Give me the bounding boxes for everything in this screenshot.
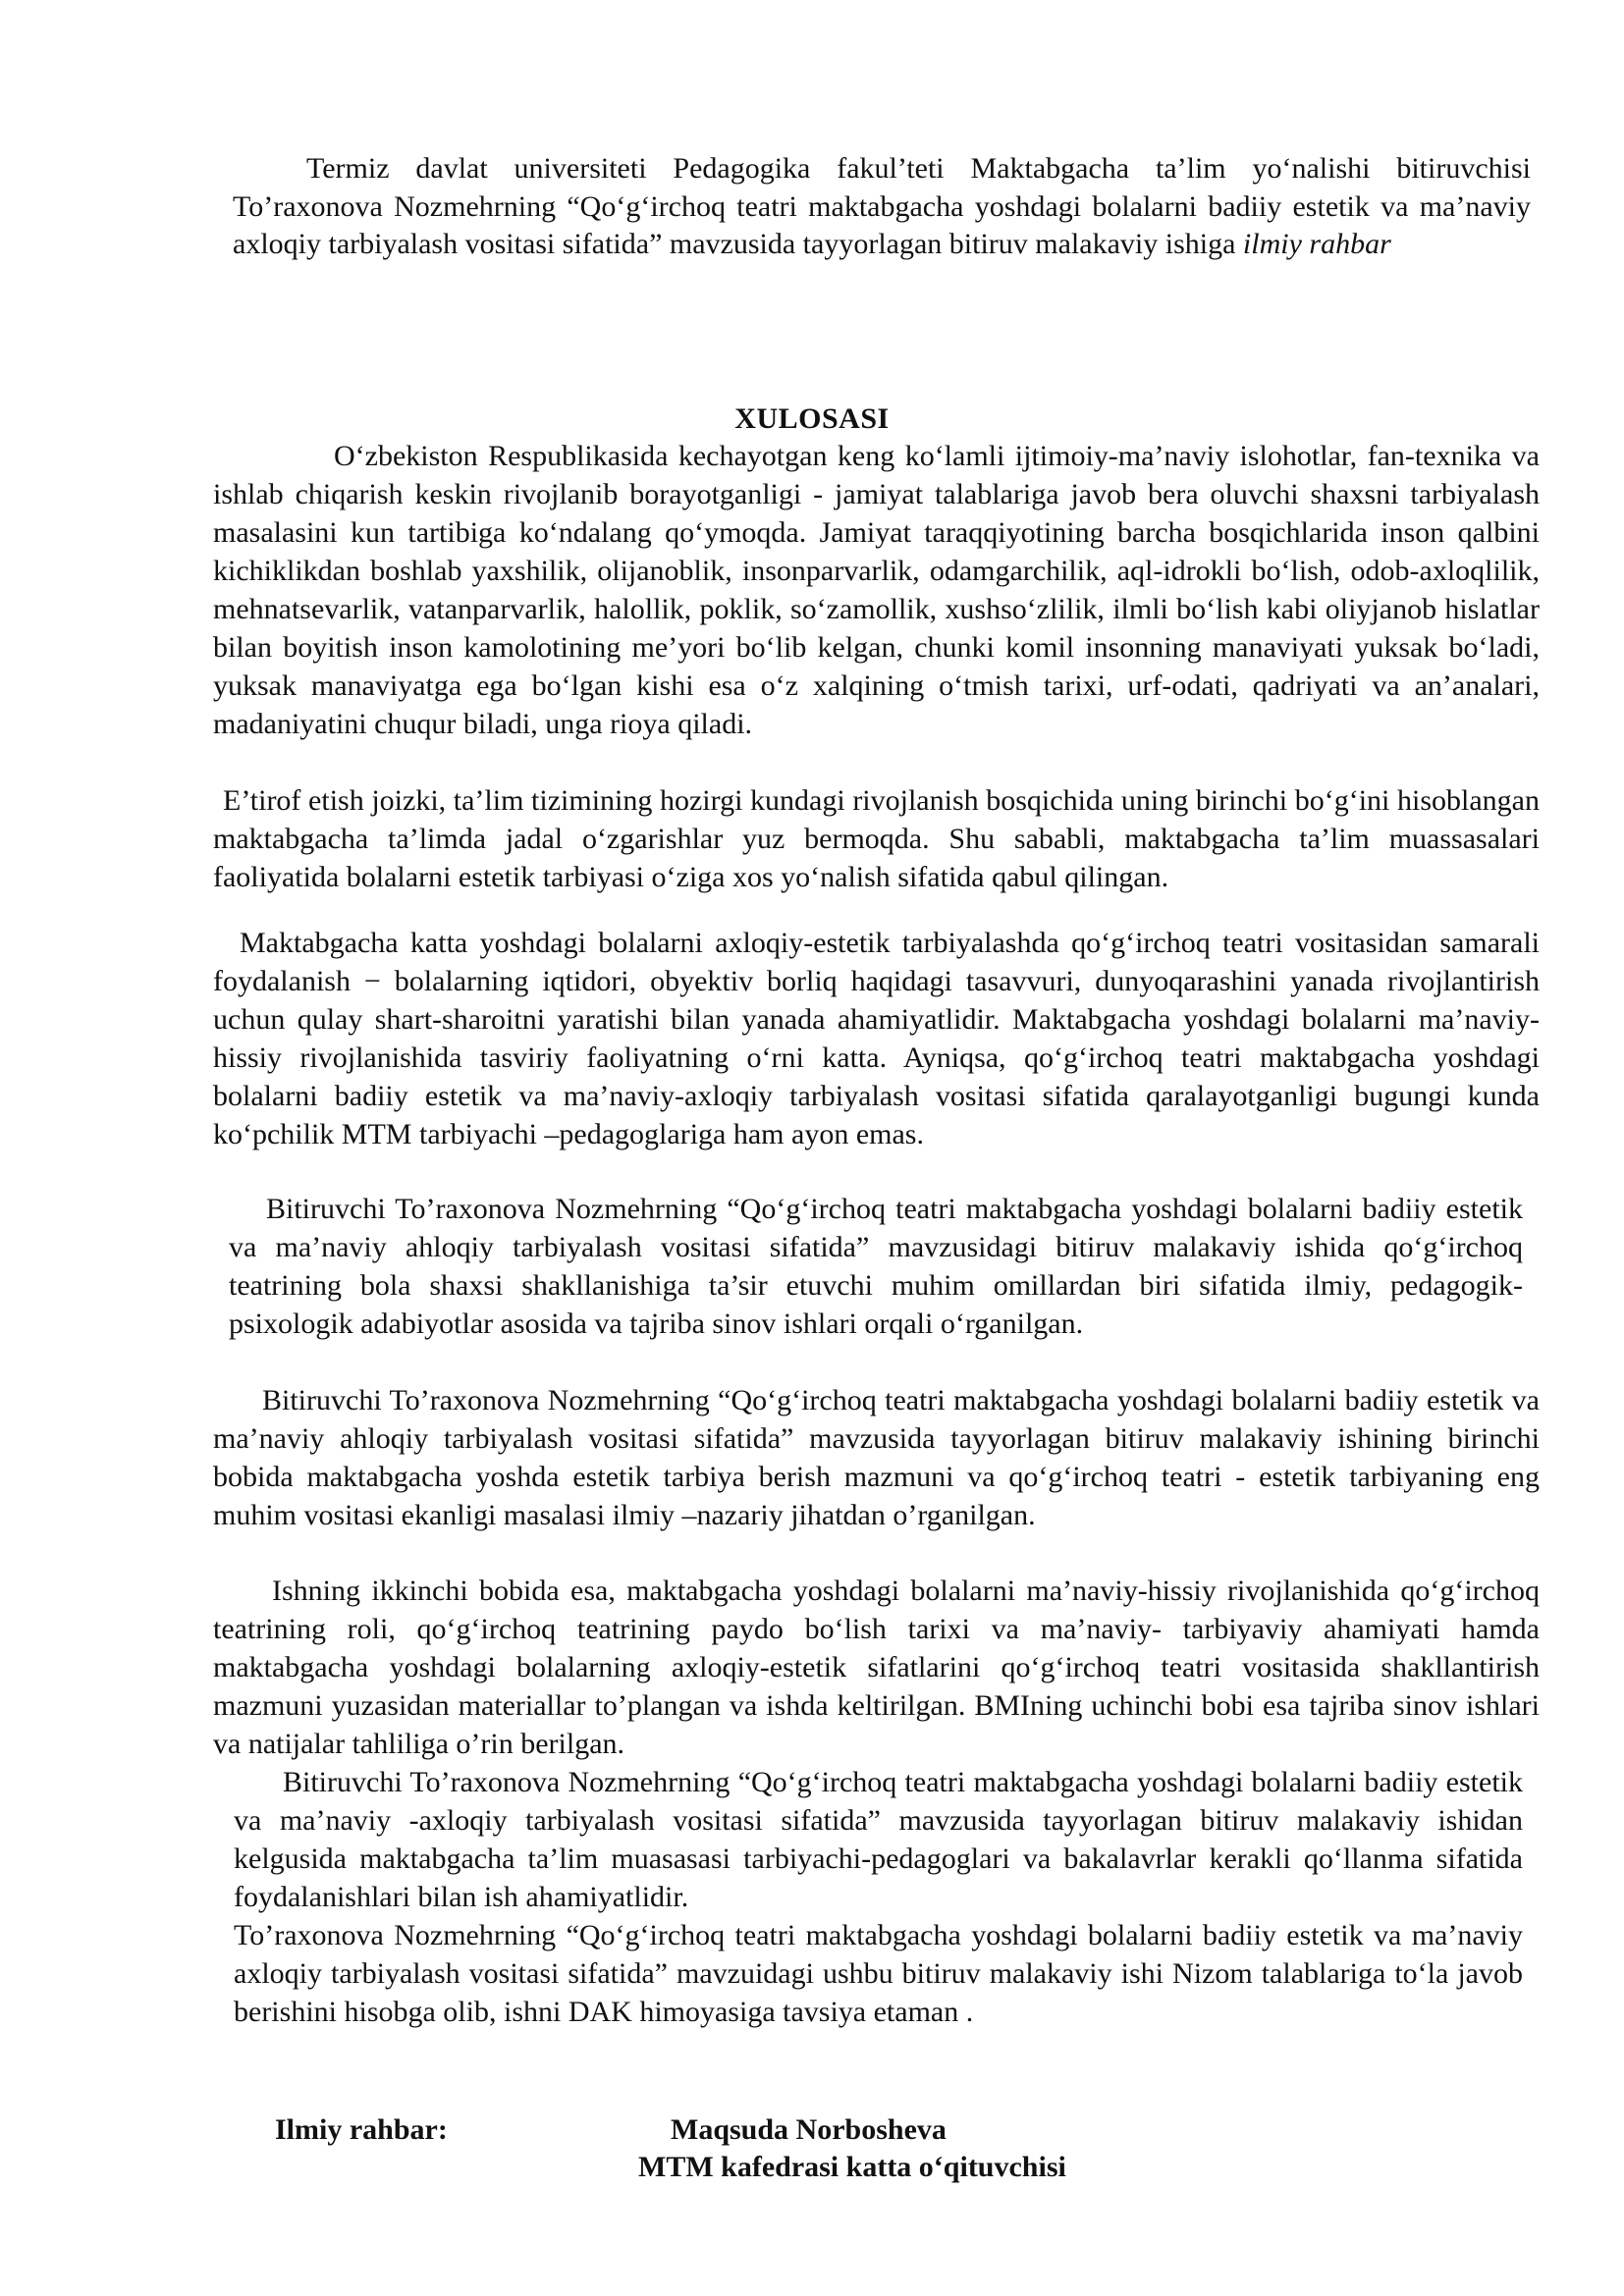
intro-italic-tail: ilmiy rahbar	[1242, 228, 1391, 260]
signature-label: Ilmiy rahbar:	[275, 2113, 448, 2146]
intro-paragraph	[233, 150, 1531, 264]
paragraph-8: To’raxonova Nozmehrning “Qo‘g‘irchoq teatri maktabgacha yoshdagi bolalarni badiiy estetik va ma’naviy axloqiy tarbiyalash vositasi sifatida” mavzuidagi ushbu bitiruv malakaviy ishi Nizom talablariga to‘la javob berishini hisobga olib, ishni DAK himoyasiga tavsiya etaman .	[234, 1919, 1523, 2028]
paragraph-7: Bitiruvchi To’raxonova Nozmehrning “Qo‘g‘irchoq teatri maktabgacha yoshdagi bolalarni badiiy estetik va ma’naviy -axloqiy tarbiyalash vositasi sifatida” mavzusida tayyorlagan bitiruv malakaviy ishidan kelgusida maktabgacha ta’lim muasasasi tarbiyachi-pedagoglari va bakalavrlar kerakli qo‘llanma sifatida foydalanishlari bilan ish ahamiyatlidir.	[234, 1766, 1523, 1913]
paragraph-1: O‘zbekiston Respublikasida kechayotgan keng ko‘lamli ijtimoiy-ma’naviy islohotlar, fan-texnika va ishlab chiqarish keskin rivojlanib borayotganligi - jamiyat talablariga javob bera oluvchi shaxsni tarbiyalash masalasini kun tartibiga ko‘ndalang qo‘ymoqda. Jamiyat taraqqiyotining barcha bosqichlarida inson qalbini kichiklikdan boshlab yaxshilik, olijanoblik, insonparvarlik, odamgarchilik, aql-idrokli bo‘lish, odob-axloqlilik, mehnatsevarlik, vatanparvarlik, halollik, poklik, so‘zamollik, xushso‘zlilik, ilmli bo‘lish kabi oliyjanob hislatlar bilan boyitish inson kamolotining me’yori bo‘lib kelgan, chunki komil insonning manaviyati yuksak bo‘ladi, yuksak manaviyatga ega bo‘lgan kishi esa o‘z xalqining o‘tmish tarixi, urf-odati, qadriyati va an’analari, madaniyatini chuqur biladi, unga rioya qiladi.	[213, 440, 1540, 740]
paragraph-6: Ishning ikkinchi bobida esa, maktabgacha yoshdagi bolalarni ma’naviy-hissiy rivojlanishida qo‘g‘irchoq teatrining roli, qo‘g‘irchoq teatrining paydo bo‘lish tarixi va ma’naviy- tarbiyaviy ahamiyati hamda maktabgacha yoshdagi bolalarning axloqiy-estetik sifatlarini qo‘g‘irchoq teatri vositasida shakllantirish mazmuni yuzasidan materiallar to’plangan va ishda keltirilgan. BMIning uchinchi bobi esa tajriba sinov ishlari va natijalar tahliliga o’rin berilgan.	[213, 1575, 1540, 1760]
paragraph-5: Bitiruvchi To’raxonova Nozmehrning “Qo‘g‘irchoq teatri maktabgacha yoshdagi bolalarni badiiy estetik va ma’naviy ahloqiy tarbiyalash vositasi sifatida” mavzusida tayyorlagan bitiruv malakaviy ishining birinchi bobida maktabgacha yoshda estetik tarbiya berish mazmuni va qo‘g‘irchoq teatri - estetik tarbiyaning eng muhim vositasi ekanligi masalasi ilmiy –nazariy jihatdan o’rganilgan.	[213, 1384, 1540, 1531]
intro-text: Termiz davlat universiteti Pedagogika fakul’teti Maktabgacha ta’lim yo‘nalishi bitiruvchisi To’raxonova Nozmehrning “Qo‘g‘irchoq teatri maktabgacha yoshdagi bolalarni badiiy estetik va ma’naviy axloqiy tarbiyalash vositasi sifatida” mavzusida tayyorlagan bitiruv malakaviy ishiga	[233, 152, 1531, 260]
conclusion-title: XULOSASI	[734, 402, 890, 435]
signature-name: Maqsuda Norbosheva	[671, 2113, 947, 2146]
signature-position: MTM kafedrasi katta o‘qituvchisi	[638, 2151, 1066, 2183]
paragraph-4: Bitiruvchi To’raxonova Nozmehrning “Qo‘g‘irchoq teatri maktabgacha yoshdagi bolalarni badiiy estetik va ma’naviy ahloqiy tarbiyalash vositasi sifatida” mavzusidagi bitiruv malakaviy ishida qo‘g‘irchoq teatrining bola shaxsi shakllanishiga ta’sir etuvchi muhim omillardan biri sifatida ilmiy, pedagogik-psixologik adabiyotlar asosida va tajriba sinov ishlari orqali o‘rganilgan.	[229, 1193, 1523, 1340]
paragraph-2: E’tirof etish joizki, ta’lim tizimining hozirgi kundagi rivojlanish bosqichida uning birinchi bo‘g‘ini hisoblangan maktabgacha ta’limda jadal o‘zgarishlar yuz bermoqda. Shu sababli, maktabgacha ta’lim muassasalari faoliyatida bolalarni estetik tarbiyasi o‘ziga xos yo‘nalish sifatida qabul qilingan.	[213, 784, 1540, 893]
paragraph-3: Maktabgacha katta yoshdagi bolalarni axloqiy-estetik tarbiyalashda qo‘g‘irchoq teatri vositasidan samarali foydalanish − bolalarning iqtidori, obyektiv borliq haqidagi tasavvuri, dunyoqarashini yanada rivojlantirish uchun qulay shart-sharoitni yaratishi bilan yanada ahamiyatlidir. Maktabgacha yoshdagi bolalarni ma’naviy-hissiy rivojlanishida tasviriy faoliyatning o‘rni katta. Ayniqsa, qo‘g‘irchoq teatri maktabgacha yoshdagi bolalarni badiiy estetik va ma’naviy-axloqiy tarbiyalash vositasi sifatida qaralayotganligi bugungi kunda ko‘pchilik MTM tarbiyachi –pedagoglariga ham ayon emas.	[213, 927, 1540, 1150]
